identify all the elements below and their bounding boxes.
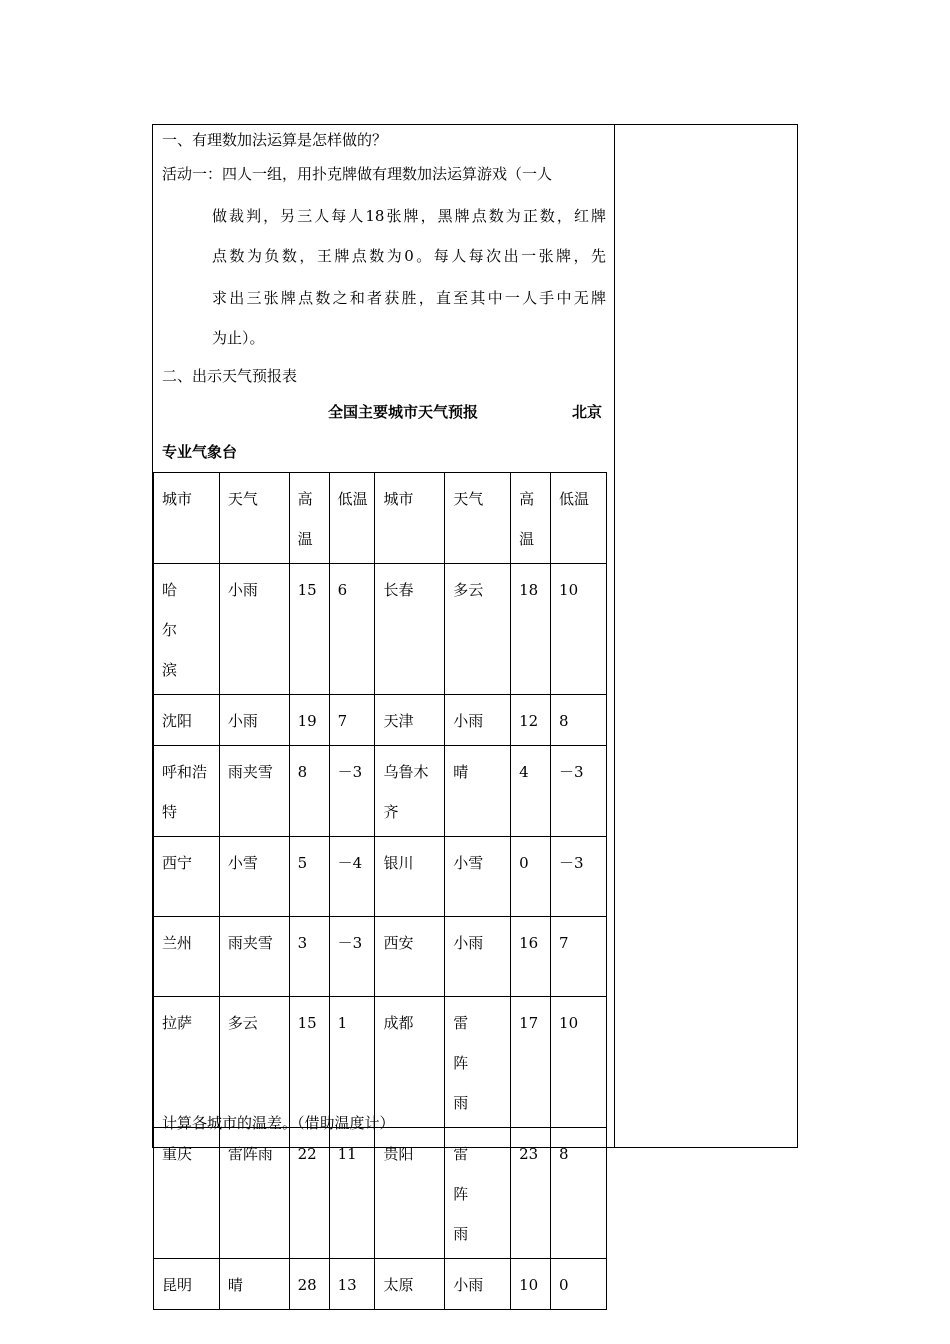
forecast-source-city: 北京 [572, 403, 603, 421]
table-cell: 雷阵雨 [445, 1128, 511, 1259]
table-header-row [154, 473, 607, 564]
table-cell: 15 [289, 564, 329, 695]
table-header-cell: 城市 [375, 473, 445, 564]
table-cell: 昆明 [154, 1259, 220, 1310]
section-one-heading: 一、有理数加法运算是怎样做的？ [162, 131, 388, 149]
table-cell: 5 [289, 837, 329, 917]
table-row [154, 917, 607, 997]
table-cell: 呼和浩特 [154, 746, 220, 837]
table-header-cell: 低温 [329, 473, 375, 564]
weather-forecast-table [153, 472, 607, 1310]
table-cell: 8 [289, 746, 329, 837]
table-cell: 多云 [445, 564, 511, 695]
table-cell: 0 [511, 837, 551, 917]
table-row [154, 1259, 607, 1310]
table-row [154, 837, 607, 917]
table-cell: 重庆 [154, 1128, 220, 1259]
table-cell: 长春 [375, 564, 445, 695]
table-cell: －4 [329, 837, 375, 917]
table-cell: 28 [289, 1259, 329, 1310]
column-divider [614, 124, 615, 1148]
table-cell: 小雪 [219, 837, 289, 917]
activity-one-text-3: 点数为负数，王牌点数为0。每人每次出一张牌，先 [212, 247, 606, 265]
table-row [154, 746, 607, 837]
table-cell: 12 [511, 695, 551, 746]
activity-one-text-2: 做裁判，另三人每人18张牌，黑牌点数为正数，红牌 [212, 207, 606, 225]
table-cell: 小雨 [445, 917, 511, 997]
table-cell: 兰州 [154, 917, 220, 997]
table-cell: 银川 [375, 837, 445, 917]
table-cell: －3 [551, 837, 607, 917]
table-cell: 多云 [219, 997, 289, 1128]
activity-one-text-4: 求出三张牌点数之和者获胜，直至其中一人手中无牌 [212, 289, 606, 307]
table-cell: 7 [329, 695, 375, 746]
section-two-heading: 二、出示天气预报表 [162, 367, 298, 385]
table-cell: －3 [329, 917, 375, 997]
table-cell: 小雨 [445, 1259, 511, 1310]
table-cell: －3 [329, 746, 375, 837]
table-cell: 雷阵雨 [219, 1128, 289, 1259]
table-header-cell: 天气 [445, 473, 511, 564]
table-header-cell: 高温 [289, 473, 329, 564]
table-cell: 天津 [375, 695, 445, 746]
table-cell: 11 [329, 1128, 375, 1259]
table-cell: 23 [511, 1128, 551, 1259]
table-row [154, 1128, 607, 1259]
table-header-cell: 低温 [551, 473, 607, 564]
table-header-cell: 城市 [154, 473, 220, 564]
table-cell: 6 [329, 564, 375, 695]
table-row [154, 695, 607, 746]
table-cell: 雨夹雪 [219, 917, 289, 997]
table-cell: 乌鲁木齐 [375, 746, 445, 837]
table-cell: 晴 [445, 746, 511, 837]
table-cell: 15 [289, 997, 329, 1128]
activity-one-text-5: 为止）。 [212, 329, 265, 347]
table-header-cell: 天气 [219, 473, 289, 564]
table-cell: 10 [551, 997, 607, 1128]
table-cell: 太原 [375, 1259, 445, 1310]
table-cell: 3 [289, 917, 329, 997]
table-cell: 0 [551, 1259, 607, 1310]
table-row [154, 997, 607, 1128]
activity-one-text: 活动一：四人一组，用扑克牌做有理数加法运算游戏（一人 [162, 165, 553, 183]
table-cell: 晴 [219, 1259, 289, 1310]
table-cell: 小雪 [445, 837, 511, 917]
table-header-cell: 高温 [511, 473, 551, 564]
table-cell: 1 [329, 997, 375, 1128]
table-cell: 成都 [375, 997, 445, 1128]
table-cell: 22 [289, 1128, 329, 1259]
table-cell: 雨夹雪 [219, 746, 289, 837]
table-cell: －3 [551, 746, 607, 837]
forecast-source-agency: 专业气象台 [162, 443, 238, 461]
table-cell: 8 [551, 1128, 607, 1259]
table-cell: 西安 [375, 917, 445, 997]
table-cell: 贵阳 [375, 1128, 445, 1259]
table-cell: 18 [511, 564, 551, 695]
table-cell: 4 [511, 746, 551, 837]
table-cell: 小雨 [219, 695, 289, 746]
forecast-title: 全国主要城市天气预报 [328, 403, 479, 421]
table-cell: 哈尔滨 [154, 564, 220, 695]
table-cell: 拉萨 [154, 997, 220, 1128]
table-cell: 7 [551, 917, 607, 997]
table-cell: 8 [551, 695, 607, 746]
table-cell: 小雨 [219, 564, 289, 695]
table-cell: 小雨 [445, 695, 511, 746]
table-cell: 雷阵雨 [445, 997, 511, 1128]
table-cell: 13 [329, 1259, 375, 1310]
table-cell: 10 [551, 564, 607, 695]
table-cell: 沈阳 [154, 695, 220, 746]
table-cell: 10 [511, 1259, 551, 1310]
table-cell: 16 [511, 917, 551, 997]
table-cell: 西宁 [154, 837, 220, 917]
footer-instruction: 计算各城市的温差。（借助温度计） [162, 1114, 395, 1132]
table-row [154, 564, 607, 695]
table-cell: 17 [511, 997, 551, 1128]
table-cell: 19 [289, 695, 329, 746]
